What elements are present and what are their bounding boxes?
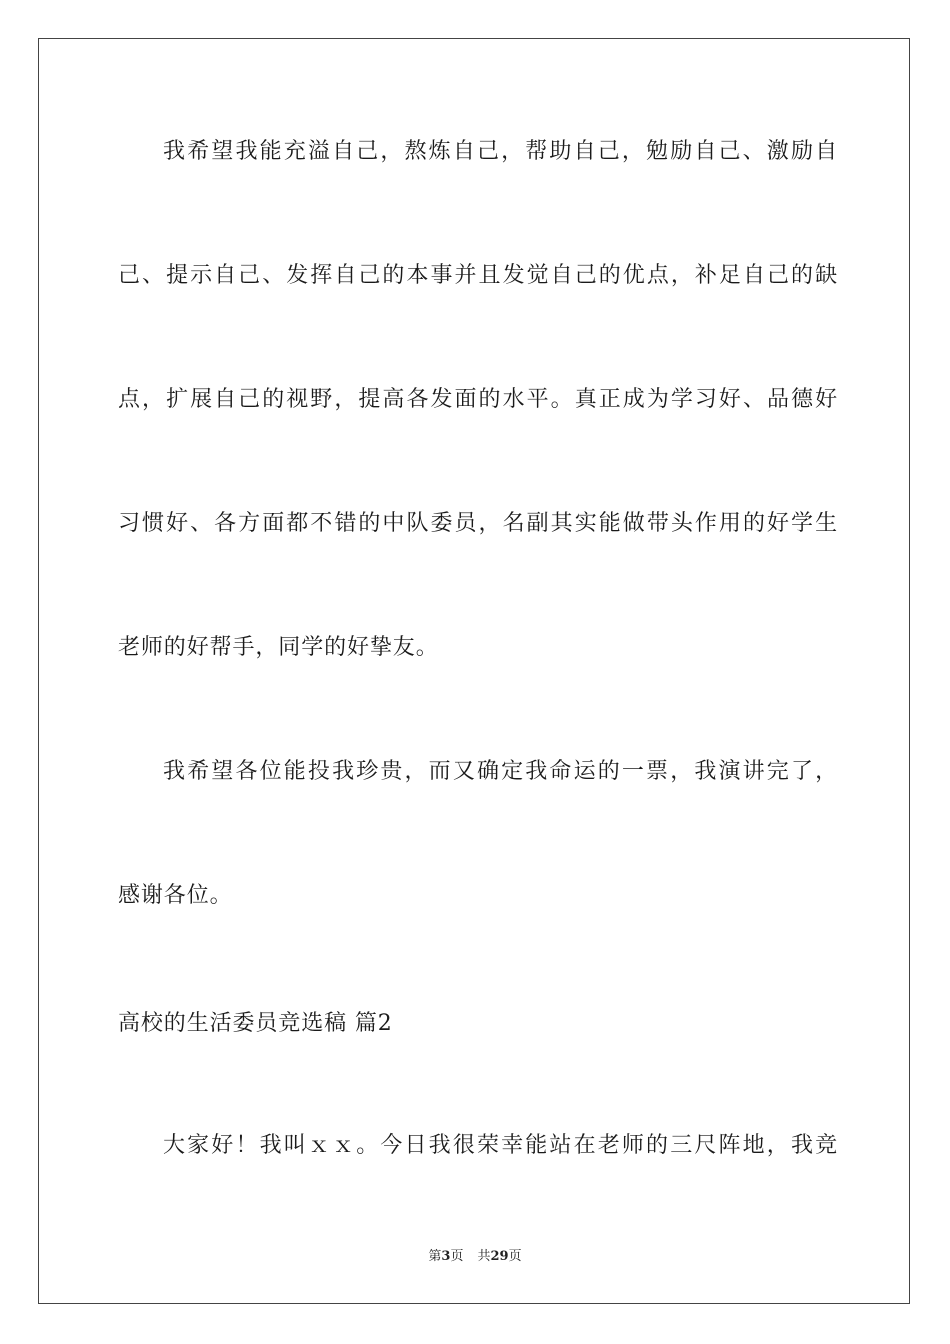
total-prefix: 共	[477, 1249, 491, 1264]
paragraph-line: 我希望我能充溢自己，熬炼自己，帮助自己，勉励自己、激励自	[163, 139, 838, 164]
section-heading: 高校的生活委员竞选稿 篇2	[118, 1011, 393, 1036]
paragraph-line: 感谢各位。	[118, 883, 233, 908]
total-page-count: 29	[490, 1249, 509, 1264]
paragraph-line: 习惯好、各方面都不错的中队委员，名副其实能做带头作用的好学生	[118, 511, 838, 536]
paragraph-line: 老师的好帮手，同学的好挚友。	[118, 635, 439, 660]
paragraph-line: 己、提示自己、发挥自己的本事并且发觉自己的优点，补足自己的缺	[118, 263, 838, 288]
current-page-number: 3	[441, 1249, 451, 1264]
page-border	[38, 38, 910, 1304]
page-footer	[0, 1248, 950, 1266]
page-unit: 页	[450, 1249, 464, 1264]
total-unit: 页	[508, 1249, 522, 1264]
paragraph-line: 我希望各位能投我珍贵，而又确定我命运的一票，我演讲完了，	[163, 759, 838, 784]
page-prefix: 第	[428, 1249, 442, 1264]
paragraph-line: 点，扩展自己的视野，提高各发面的水平。真正成为学习好、品德好	[118, 387, 838, 412]
paragraph-line: 大家好！我叫ｘｘ。今日我很荣幸能站在老师的三尺阵地，我竞	[163, 1133, 838, 1158]
